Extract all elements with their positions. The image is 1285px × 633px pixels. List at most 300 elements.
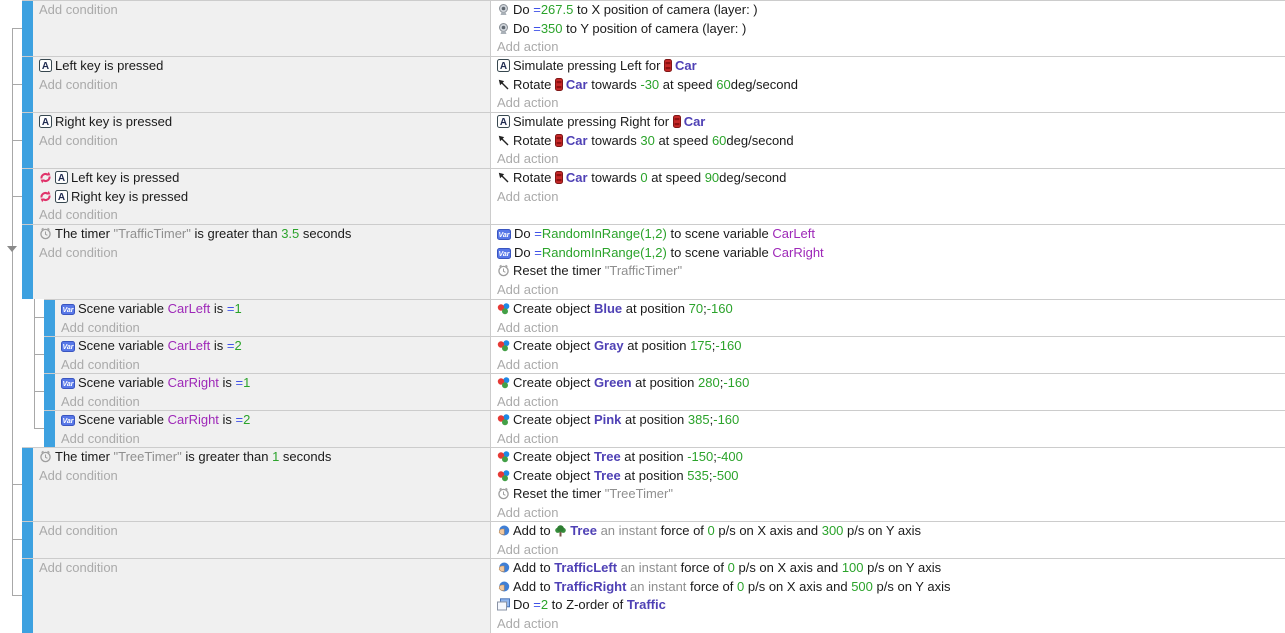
- add-action-button[interactable]: Add action: [497, 39, 559, 55]
- text-segment: Do: [514, 244, 535, 260]
- event: [22, 447, 1285, 521]
- condition-row[interactable]: [55, 411, 490, 430]
- text-segment: -160: [715, 338, 742, 353]
- condition-row[interactable]: [55, 374, 490, 393]
- actions-cell: [490, 411, 1285, 447]
- conditions-cell: [33, 1, 490, 56]
- text-segment: =: [235, 412, 244, 427]
- text-segment: an instant: [626, 578, 687, 594]
- text-segment: 500: [851, 578, 873, 594]
- text-segment: 2: [234, 338, 242, 353]
- text-segment: at speed: [647, 170, 705, 185]
- text-segment: Scene variable: [78, 301, 168, 316]
- text-segment: Left key is pressed: [71, 170, 180, 185]
- text-segment: Pink: [593, 412, 622, 427]
- text-segment: Right key is pressed: [55, 114, 173, 129]
- text-segment: Create object: [513, 301, 594, 316]
- text-segment: 0: [640, 170, 648, 185]
- text-segment: TrafficRight: [554, 578, 627, 594]
- text-segment: 100: [841, 560, 864, 575]
- keyboard-icon: [55, 171, 68, 184]
- action-row[interactable]: [491, 57, 1285, 76]
- action-row[interactable]: [491, 448, 1285, 467]
- text-segment: =: [226, 338, 235, 353]
- conditions-cell: [33, 559, 490, 633]
- add-condition-button[interactable]: Add condition: [61, 356, 140, 372]
- text-segment: 0: [727, 560, 735, 575]
- car-icon: [555, 134, 563, 147]
- text-segment: Car: [565, 132, 588, 148]
- add-action-button[interactable]: Add action: [497, 615, 559, 631]
- text-segment: to Z-order of: [548, 597, 627, 613]
- text-segment: p/s on Y axis: [843, 523, 921, 538]
- event-highlight-bar[interactable]: [22, 113, 33, 168]
- text-segment: Left key is pressed: [55, 58, 164, 73]
- text-segment: ;: [703, 301, 707, 316]
- text-segment: force of: [656, 523, 708, 538]
- text-segment: Car: [565, 170, 588, 185]
- text-segment: -160: [713, 412, 740, 427]
- condition-row[interactable]: [33, 113, 490, 132]
- action-row[interactable]: [491, 169, 1285, 188]
- keyboard-icon: [39, 59, 52, 72]
- create-object-icon: [497, 450, 510, 463]
- collapse-triangle-icon[interactable]: [7, 246, 17, 252]
- text-segment: The timer: [55, 449, 114, 464]
- text-segment: 300: [821, 523, 844, 538]
- text-segment: at position: [622, 301, 689, 316]
- text-segment: =: [534, 244, 542, 260]
- actions-cell: [490, 113, 1285, 168]
- actions-cell: [490, 448, 1285, 521]
- text-segment: Reset the timer: [513, 263, 605, 279]
- text-segment: at position: [631, 375, 699, 390]
- text-segment: Right key is pressed: [71, 188, 189, 204]
- text-segment: p/s on Y axis: [863, 560, 942, 575]
- text-segment: -30: [640, 76, 660, 92]
- actions-cell: [490, 225, 1285, 299]
- event-highlight-bar[interactable]: [22, 448, 33, 521]
- text-segment: an instant: [596, 523, 657, 538]
- text-segment: 60: [711, 132, 727, 148]
- conditions-cell: [55, 300, 490, 336]
- sub-event: [44, 410, 1285, 447]
- add-action-button[interactable]: Add action: [497, 393, 559, 409]
- condition-row[interactable]: [55, 300, 490, 319]
- text-segment: -160: [723, 375, 750, 390]
- force-icon: [497, 524, 510, 537]
- text-segment: at position: [623, 338, 691, 353]
- text-segment: towards: [587, 170, 641, 185]
- event-highlight-bar[interactable]: [44, 337, 55, 373]
- text-segment: Scene variable: [78, 338, 168, 353]
- text-segment: p/s on X axis and: [734, 560, 842, 575]
- event-highlight-bar[interactable]: [22, 522, 33, 558]
- text-segment: ;: [709, 412, 714, 427]
- action-row[interactable]: [491, 300, 1285, 319]
- svg-text:Var: Var: [62, 307, 74, 314]
- add-action-button[interactable]: Add action: [497, 281, 559, 297]
- text-segment: 350: [540, 20, 563, 36]
- add-action-button[interactable]: Add action: [497, 319, 559, 335]
- event: [22, 521, 1285, 558]
- text-segment: -500: [712, 467, 739, 483]
- text-segment: Add to: [513, 560, 555, 575]
- conditions-cell: [33, 169, 490, 224]
- text-segment: "TreeTimer": [604, 486, 673, 502]
- text-segment: CarRight: [167, 375, 219, 390]
- text-segment: force of: [677, 560, 728, 575]
- keyboard-icon: [39, 115, 52, 128]
- action-row[interactable]: [491, 20, 1285, 39]
- add-condition-button[interactable]: Add condition: [39, 207, 118, 223]
- text-segment: deg/second: [730, 76, 798, 92]
- actions-cell: [490, 374, 1285, 410]
- event: [22, 56, 1285, 112]
- text-segment: ;: [713, 449, 717, 464]
- add-condition-button[interactable]: Add condition: [39, 244, 118, 260]
- text-segment: at position: [620, 467, 688, 483]
- action-row[interactable]: [491, 113, 1285, 132]
- text-segment: Create object: [513, 338, 594, 353]
- text-segment: at speed: [659, 76, 717, 92]
- text-segment: RandomInRange(1,2): [541, 226, 667, 241]
- text-segment: =: [226, 301, 235, 316]
- sub-event: [44, 336, 1285, 373]
- actions-cell: [490, 559, 1285, 633]
- text-segment: 60: [716, 76, 731, 92]
- text-segment: Car: [683, 114, 706, 129]
- text-segment: seconds: [279, 449, 332, 464]
- text-segment: =: [235, 375, 244, 390]
- text-segment: is greater than: [190, 226, 282, 241]
- text-segment: -160: [706, 301, 733, 316]
- action-row[interactable]: [491, 76, 1285, 95]
- add-condition-button[interactable]: Add condition: [61, 319, 140, 335]
- event-highlight-bar[interactable]: [22, 169, 33, 224]
- text-segment: 267.5: [540, 2, 574, 17]
- action-row[interactable]: [491, 374, 1285, 393]
- action-row[interactable]: [491, 1, 1285, 20]
- text-segment: 0: [737, 578, 745, 594]
- add-condition-button[interactable]: Add condition: [39, 560, 118, 575]
- condition-row[interactable]: [33, 225, 490, 244]
- action-row[interactable]: [491, 578, 1285, 597]
- add-condition-button[interactable]: Add condition: [39, 76, 118, 92]
- svg-text:Var: Var: [62, 381, 74, 388]
- add-action-button[interactable]: Add action: [497, 151, 559, 167]
- text-segment: Reset the timer: [513, 486, 605, 502]
- actions-cell: [490, 57, 1285, 112]
- text-segment: 1: [272, 449, 280, 464]
- conditions-cell: [33, 225, 490, 299]
- text-segment: 70: [688, 301, 704, 316]
- add-action-button[interactable]: Add action: [497, 188, 559, 204]
- text-segment: "TrafficTimer": [604, 263, 683, 279]
- text-segment: towards: [587, 76, 641, 92]
- text-segment: 3.5: [281, 226, 300, 241]
- text-segment: is: [210, 301, 227, 316]
- camera-icon: [497, 22, 510, 35]
- actions-cell: [490, 1, 1285, 56]
- sub-event: [44, 299, 1285, 336]
- text-segment: Rotate: [513, 76, 555, 92]
- car-icon: [664, 59, 672, 72]
- add-condition-button[interactable]: Add condition: [39, 467, 118, 483]
- text-segment: 90: [704, 170, 720, 185]
- svg-text:A: A: [41, 117, 50, 128]
- car-icon: [555, 171, 563, 184]
- variable-icon: [61, 304, 75, 315]
- zorder-icon: [497, 598, 510, 611]
- rotate-icon: [497, 78, 510, 91]
- add-condition-button[interactable]: Add condition: [61, 430, 140, 446]
- text-segment: "TreeTimer": [113, 449, 182, 464]
- text-segment: Simulate pressing Right for: [513, 114, 673, 129]
- text-segment: is: [218, 412, 236, 427]
- text-segment: 1: [243, 375, 251, 390]
- text-segment: 2: [243, 412, 251, 427]
- text-segment: Do: [513, 2, 534, 17]
- text-segment: Add to: [513, 523, 555, 538]
- condition-row[interactable]: [55, 337, 490, 356]
- timer-icon: [39, 227, 52, 240]
- text-segment: to scene variable: [666, 226, 773, 241]
- svg-text:A: A: [57, 173, 66, 184]
- variable-icon: [61, 341, 75, 352]
- text-segment: p/s on Y axis: [872, 578, 951, 594]
- text-segment: ;: [711, 338, 716, 353]
- action-row[interactable]: [491, 596, 1285, 615]
- add-action-button[interactable]: Add action: [497, 430, 559, 446]
- text-segment: =: [533, 597, 541, 613]
- text-segment: at position: [620, 449, 688, 464]
- svg-text:A: A: [499, 117, 508, 128]
- action-row[interactable]: [491, 467, 1285, 486]
- action-row[interactable]: [491, 522, 1285, 541]
- text-segment: (layer: ): [713, 2, 758, 17]
- actions-cell: [490, 169, 1285, 224]
- text-segment: 2: [540, 597, 549, 613]
- svg-text:A: A: [499, 61, 508, 72]
- event-highlight-bar[interactable]: [22, 225, 33, 299]
- conditions-cell: [33, 522, 490, 558]
- event: [22, 168, 1285, 224]
- text-segment: Add to: [513, 578, 555, 594]
- create-object-icon: [497, 302, 510, 315]
- keyboard-icon: [55, 190, 68, 203]
- conditions-cell: [55, 374, 490, 410]
- conditions-cell: [33, 113, 490, 168]
- variable-icon: [497, 229, 511, 240]
- text-segment: Tree: [570, 523, 597, 538]
- event-highlight-bar[interactable]: [22, 559, 33, 633]
- svg-text:Var: Var: [62, 418, 74, 425]
- text-segment: 535: [687, 467, 709, 483]
- text-segment: Do: [514, 226, 535, 241]
- car-icon: [673, 115, 681, 128]
- text-segment: TrafficLeft: [554, 560, 618, 575]
- text-segment: Traffic: [626, 597, 666, 613]
- condition-row[interactable]: [33, 448, 490, 467]
- text-segment: 1: [234, 301, 242, 316]
- action-row[interactable]: [491, 485, 1285, 504]
- event-highlight-bar[interactable]: [22, 1, 33, 56]
- text-segment: CarLeft: [772, 226, 816, 241]
- svg-text:Var: Var: [62, 344, 74, 351]
- text-segment: an instant: [617, 560, 678, 575]
- text-segment: 175: [690, 338, 712, 353]
- action-row[interactable]: [491, 559, 1285, 578]
- tree-icon: [554, 524, 567, 537]
- add-condition-button[interactable]: Add condition: [39, 132, 118, 148]
- keyboard-icon: [497, 59, 510, 72]
- actions-cell: [490, 337, 1285, 373]
- camera-icon: [497, 3, 510, 16]
- condition-row[interactable]: [33, 188, 490, 207]
- text-segment: Scene variable: [78, 375, 168, 390]
- add-action-button[interactable]: Add action: [497, 95, 559, 111]
- text-segment: force of: [686, 578, 738, 594]
- conditions-cell: [33, 448, 490, 521]
- text-segment: Car: [565, 76, 588, 92]
- text-segment: Tree: [593, 467, 621, 483]
- event-highlight-bar[interactable]: [44, 300, 55, 336]
- actions-cell: [490, 522, 1285, 558]
- text-segment: =: [533, 20, 541, 36]
- conditions-cell: [55, 411, 490, 447]
- create-object-icon: [497, 376, 510, 389]
- text-segment: Simulate pressing Left for: [513, 58, 665, 73]
- text-segment: to X position of camera: [573, 2, 714, 17]
- text-segment: deg/second: [719, 170, 787, 185]
- text-segment: (layer: ): [702, 20, 747, 36]
- text-segment: Car: [675, 58, 697, 73]
- svg-text:A: A: [41, 61, 50, 72]
- text-segment: CarRight: [167, 412, 219, 427]
- variable-icon: [61, 378, 75, 389]
- conditions-cell: [33, 57, 490, 112]
- text-segment: Create object: [513, 449, 594, 464]
- event: [22, 224, 1285, 299]
- text-segment: The timer: [55, 226, 114, 241]
- action-row[interactable]: [491, 132, 1285, 151]
- event-highlight-bar[interactable]: [22, 57, 33, 112]
- keyboard-icon: [497, 115, 510, 128]
- event: [22, 558, 1285, 633]
- text-segment: 385: [687, 412, 710, 427]
- text-segment: is greater than: [181, 449, 273, 464]
- text-segment: CarLeft: [167, 301, 211, 316]
- variable-icon: [497, 248, 511, 259]
- text-segment: at speed: [654, 132, 712, 148]
- add-action-button[interactable]: Add action: [497, 504, 559, 520]
- text-segment: CarLeft: [167, 338, 211, 353]
- event-highlight-bar[interactable]: [44, 374, 55, 410]
- text-segment: ;: [708, 467, 713, 483]
- svg-text:A: A: [57, 191, 66, 203]
- add-action-button[interactable]: Add action: [497, 541, 559, 557]
- text-segment: at position: [621, 412, 688, 427]
- condition-row[interactable]: [33, 169, 490, 188]
- add-condition-button[interactable]: Add condition: [39, 2, 118, 17]
- text-segment: 0: [707, 523, 715, 538]
- timer-icon: [497, 264, 510, 277]
- variable-icon: [61, 415, 75, 426]
- text-segment: ;: [719, 375, 724, 390]
- action-row[interactable]: [491, 244, 1285, 263]
- add-condition-button[interactable]: Add condition: [39, 523, 118, 538]
- text-segment: towards: [587, 132, 641, 148]
- create-object-icon: [497, 469, 510, 482]
- text-segment: p/s on X axis and: [744, 578, 852, 594]
- force-icon: [497, 580, 510, 593]
- sub-event: [44, 373, 1285, 410]
- text-segment: "TrafficTimer": [113, 226, 191, 241]
- text-segment: seconds: [299, 226, 352, 241]
- text-segment: =: [533, 2, 541, 17]
- action-row[interactable]: [491, 337, 1285, 356]
- text-segment: Rotate: [513, 170, 555, 185]
- text-segment: =: [534, 226, 542, 241]
- action-row[interactable]: [491, 411, 1285, 430]
- add-condition-button[interactable]: Add condition: [61, 393, 140, 409]
- create-object-icon: [497, 339, 510, 352]
- text-segment: Blue: [593, 301, 623, 316]
- rotate-icon: [497, 171, 510, 184]
- text-segment: Do: [513, 597, 534, 613]
- text-segment: RandomInRange(1,2): [541, 244, 667, 260]
- action-row[interactable]: [491, 262, 1285, 281]
- timer-icon: [39, 450, 52, 463]
- invert-icon: [39, 171, 52, 184]
- text-segment: -150: [687, 449, 714, 464]
- rotate-icon: [497, 134, 510, 147]
- text-segment: Gray: [593, 338, 624, 353]
- text-segment: is: [210, 338, 227, 353]
- timer-icon: [497, 487, 510, 500]
- add-action-button[interactable]: Add action: [497, 356, 559, 372]
- action-row[interactable]: [491, 225, 1285, 244]
- actions-cell: [490, 300, 1285, 336]
- force-icon: [497, 561, 510, 574]
- text-segment: Create object: [513, 412, 594, 427]
- svg-text:Var: Var: [498, 250, 510, 258]
- invert-icon: [39, 190, 52, 203]
- text-segment: Tree: [593, 449, 621, 464]
- text-segment: 30: [640, 132, 655, 148]
- text-segment: Create object: [513, 467, 594, 483]
- car-icon: [555, 78, 563, 91]
- create-object-icon: [497, 413, 510, 426]
- text-segment: 280: [698, 375, 720, 390]
- text-segment: Create object: [513, 375, 594, 390]
- text-segment: Do: [513, 20, 534, 36]
- conditions-cell: [55, 337, 490, 373]
- text-segment: CarRight: [772, 244, 824, 260]
- text-segment: is: [218, 375, 236, 390]
- text-segment: to Y position of camera: [562, 20, 703, 36]
- svg-text:Var: Var: [498, 232, 510, 239]
- event: [22, 0, 1285, 56]
- event-highlight-bar[interactable]: [44, 411, 55, 447]
- text-segment: Rotate: [513, 132, 555, 148]
- event: [22, 112, 1285, 168]
- text-segment: Scene variable: [78, 412, 168, 427]
- text-segment: deg/second: [726, 132, 794, 148]
- condition-row[interactable]: [33, 57, 490, 76]
- text-segment: Green: [593, 375, 632, 390]
